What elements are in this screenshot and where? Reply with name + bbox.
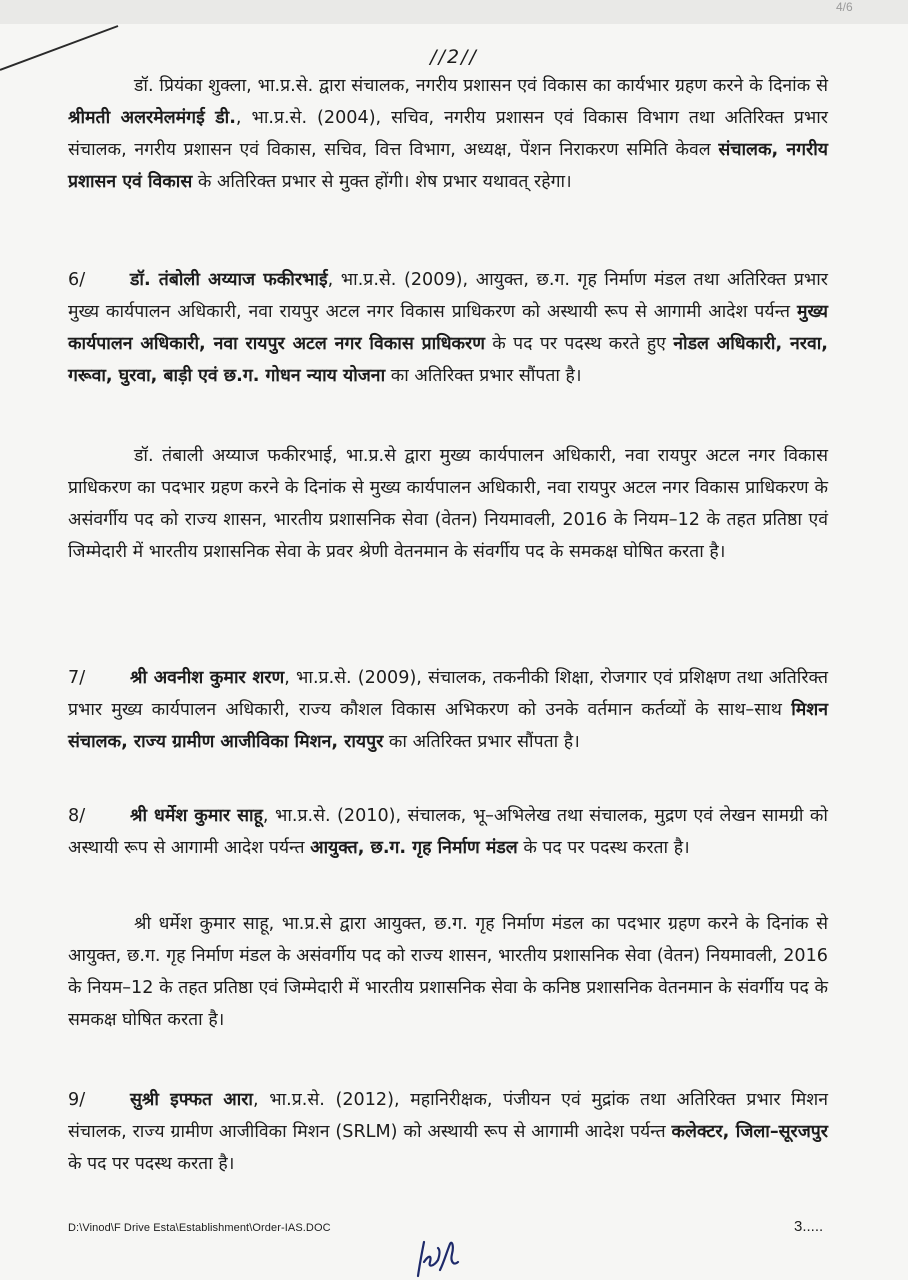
text-segment: के पद पर पदस्थ करता है। xyxy=(68,1154,235,1174)
text-segment: के अतिरिक्त प्रभार से मुक्त होंगी। शेष प्रभार यथावत् रहेगा। xyxy=(192,172,572,192)
text-segment: के पद पर पदस्थ करता है। xyxy=(517,838,690,858)
bold-text-segment: नोडल अधिकारी, नरवा, गरूवा, घुरवा, बाड़ी एवं छ.ग. गोधन न्याय योजना xyxy=(68,334,828,386)
text-segment: , भा.प्र.से. (2009), आयुक्त, छ.ग. गृह निर्माण मंडल तथा अतिरिक्त प्रभार मुख्य कार्यपालन अधिकारी, नवा रायपुर अटल नगर विकास प्राधिकरण को अस्थायी रूप से आगामी आदेश पर्यन्त xyxy=(68,270,828,322)
text-segment: के पद पर पदस्थ करते हुए xyxy=(484,334,674,354)
paragraph-6-declaration xyxy=(68,440,828,568)
paragraph-number: 7/ xyxy=(68,668,86,688)
text-segment: , भा.प्र.से. (2009), संचालक, तकनीकी शिक्षा, रोजगार एवं प्रशिक्षण तथा अतिरिक्त प्रभार मुख्य कार्यपालन अधिकारी, राज्य कौशल विकास अभिकरण को उनके वर्तमान कर्तव्यों के साथ–साथ xyxy=(68,668,828,720)
paragraph-6 xyxy=(68,264,828,392)
text-segment: , भा.प्र.से. (2004), सचिव, नगरीय प्रशासन एवं विकास विभाग तथा अतिरिक्त प्रभार संचालक, नगरीय प्रशासन एवं विकास, सचिव, वित्त विभाग, अध्यक्ष, पेंशन निराकरण समिति केवल xyxy=(68,108,828,160)
paragraph-8-declaration xyxy=(68,908,828,1036)
paragraph-5-continuation xyxy=(68,70,828,198)
text-segment: का अतिरिक्त प्रभार सौंपता है। xyxy=(383,732,580,752)
page-number-marker: //2// xyxy=(430,46,478,68)
paragraph-number: 6/ xyxy=(68,270,86,290)
text-segment: का अतिरिक्त प्रभार सौंपता है। xyxy=(385,366,582,386)
handwritten-initials xyxy=(410,1232,480,1280)
text-segment: , भा.प्र.से. (2012), महानिरीक्षक, पंजीयन एवं मुद्रांक तथा अतिरिक्त प्रभार मिशन संचालक, राज्य ग्रामीण आजीविका मिशन (SRLM) को अस्थायी रूप से आगामी आदेश पर्यन्त xyxy=(68,1090,828,1142)
bold-text-segment: संचालक, नगरीय प्रशासन एवं विकास xyxy=(68,140,829,192)
bold-text-segment: आयुक्त, छ.ग. गृह निर्माण मंडल xyxy=(310,838,518,858)
bold-text-segment: श्रीमती अलरमेलमंगई डी. xyxy=(68,108,236,128)
paragraph-7 xyxy=(68,662,828,758)
bold-text-segment: श्री धर्मेश कुमार साहू xyxy=(130,806,263,826)
footer-next-page: 3..... xyxy=(794,1218,824,1235)
bold-text-segment: मुख्य कार्यपालन अधिकारी, नवा रायपुर अटल नगर विकास प्राधिकरण xyxy=(68,302,828,354)
paragraph-number: 9/ xyxy=(68,1090,86,1110)
paragraph-8 xyxy=(68,800,828,864)
corner-page-mark: 4/6 xyxy=(836,0,853,14)
bold-text-segment: डॉ. तंबोली अय्याज फकीरभाई xyxy=(130,270,328,290)
text-segment: डॉ. तंबाली अय्याज फकीरभाई, भा.प्र.से द्वारा मुख्य कार्यपालन अधिकारी, नवा रायपुर अटल नगर विकास प्राधिकरण का पदभार ग्रहण करने के दिनांक से मुख्य कार्यपालन अधिकारी, नवा रायपुर अटल नगर विकास प्राधिकरण के असंवर्गीय पद को राज्य शासन, भारतीय प्रशासनिक सेवा (वेतन) नियमावली, 2016 के नियम–12 के तहत प्रतिष्ठा एवं जिम्मेदारी में भारतीय प्रशासनिक सेवा के प्रवर श्रेणी वेतनमान के संवर्गीय पद के समकक्ष घोषित करता है। xyxy=(68,446,828,562)
text-segment: डॉ. प्रियंका शुक्ला, भा.प्र.से. द्वारा संचालक, नगरीय प्रशासन एवं विकास का कार्यभार ग्रहण करने के दिनांक से xyxy=(134,76,828,96)
bold-text-segment: श्री अवनीश कुमार शरण xyxy=(130,668,285,688)
top-margin-band xyxy=(0,0,908,24)
bold-text-segment: कलेक्टर, जिला–सूरजपुर xyxy=(671,1122,828,1142)
bold-text-segment: मिशन संचालक, राज्य ग्रामीण आजीविका मिशन, रायपुर xyxy=(68,700,828,752)
text-segment: श्री धर्मेश कुमार साहू, भा.प्र.से द्वारा आयुक्त, छ.ग. गृह निर्माण मंडल का पदभार ग्रहण करने के दिनांक से आयुक्त, छ.ग. गृह निर्माण मंडल के असंवर्गीय पद को राज्य शासन, भारतीय प्रशासनिक सेवा (वेतन) नियमावली, 2016 के नियम–12 के तहत प्रतिष्ठा एवं जिम्मेदारी में भारतीय प्रशासनिक सेवा के कनिष्ठ प्रशासनिक वेतनमान के संवर्गीय पद के समकक्ष घोषित करता है। xyxy=(68,914,828,1030)
text-segment: , भा.प्र.से. (2010), संचालक, भू–अभिलेख तथा संचालक, मुद्रण एवं लेखन सामग्री को अस्थायी रूप से आगामी आदेश पर्यन्त xyxy=(68,806,828,858)
bold-text-segment: सुश्री इफ्फत आरा xyxy=(130,1090,253,1110)
footer-file-path: D:\Vinod\F Drive Esta\Establishment\Order-IAS.DOC xyxy=(68,1222,331,1234)
paragraph-number: 8/ xyxy=(68,806,86,826)
paragraph-9 xyxy=(68,1084,828,1180)
